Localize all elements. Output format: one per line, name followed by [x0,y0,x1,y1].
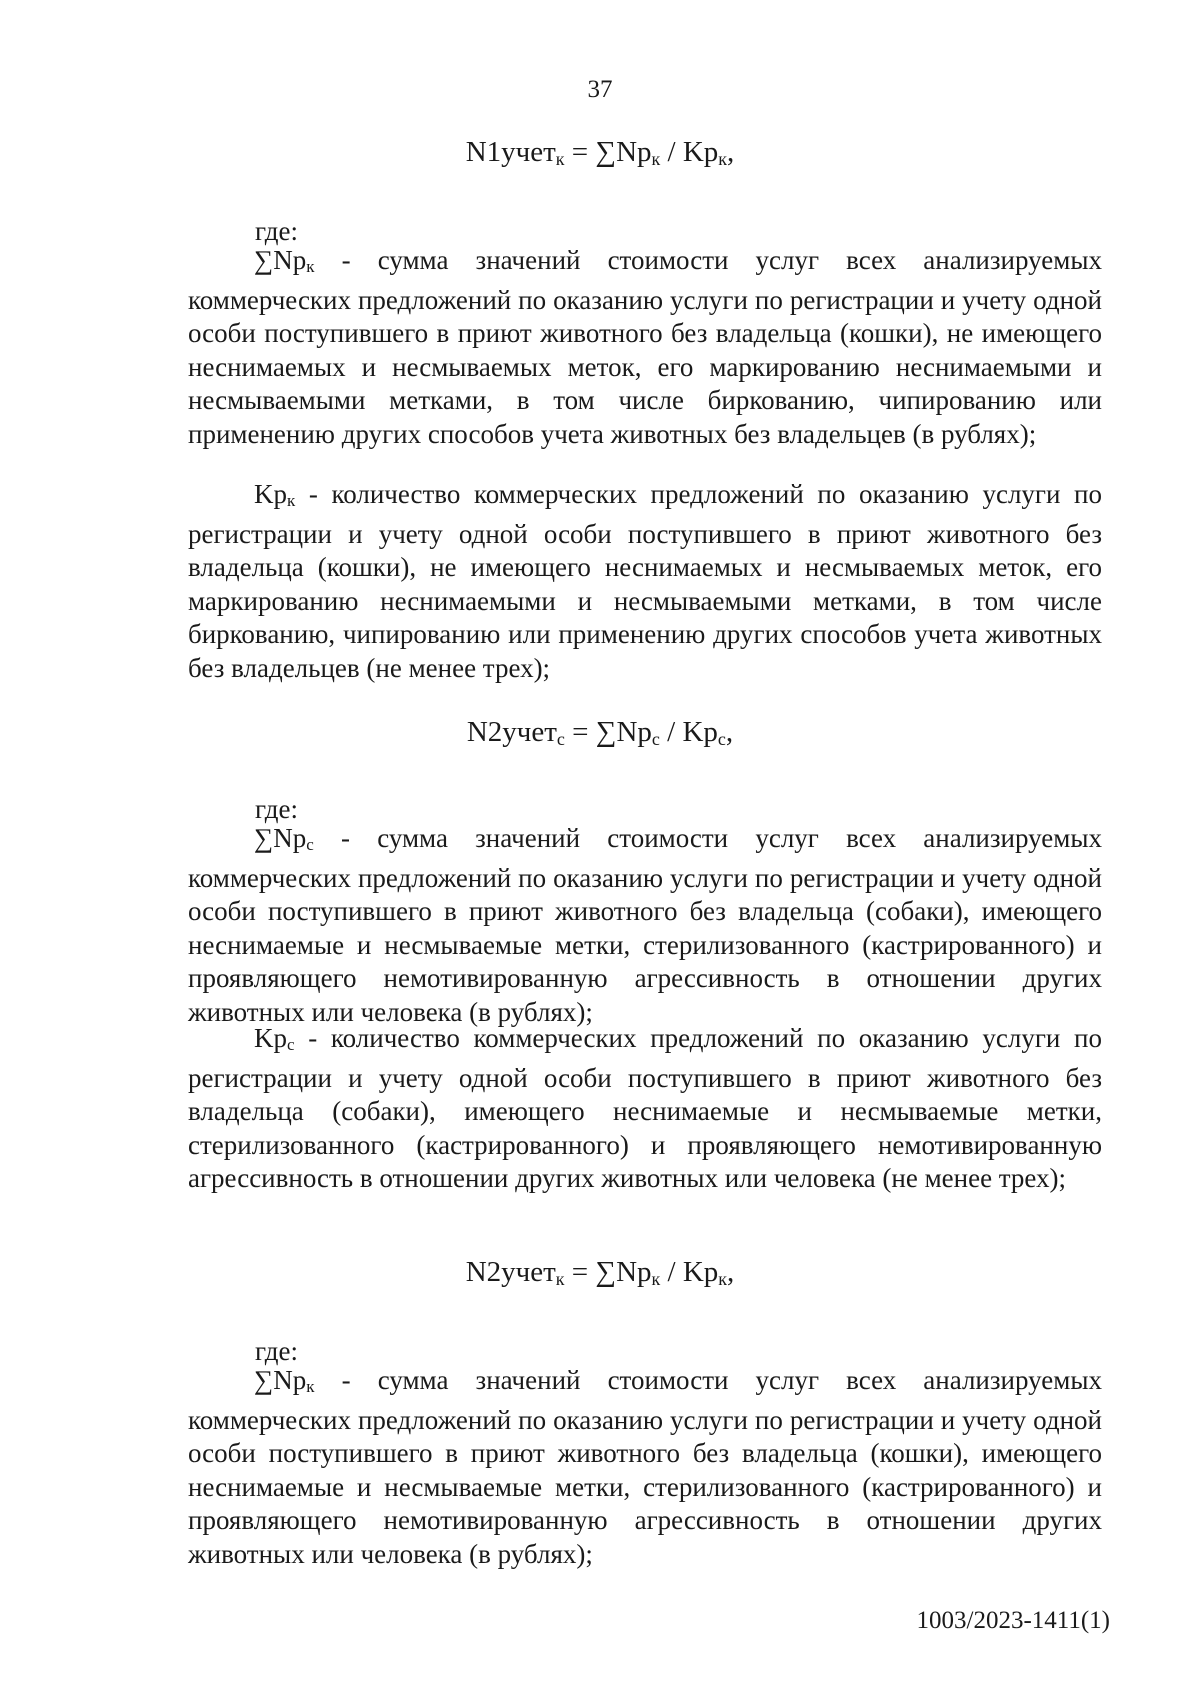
formula-n2-uchet-k: N2учет$_к$ = $\sum Np_к / Kp_к$, [465,1256,735,1289]
definition-kp-s: $Kp_с$ - количество коммерческих предложений по оказанию услуги по регистрации и учету одной особи поступившего в приют животного без владельца (собаки), имеющего неснимаемые и несмываемые метки, стерилизованного (кастрированного) и проявляющего немотивированную агрессивность в отношении других животных или человека (не менее трех); [188,1023,1102,1193]
definition-sum-np-k: $\sum Np_к$ - сумма значений стоимости услуг всех анализируемых коммерческих предложений по оказанию услуги по регистрации и учету одной особи поступившего в приют животного без владельца (кошки), не имеющего неснимаемых и несмываемых меток, его маркированию неснимаемыми и несмываемыми метками, в том числе биркованию, чипированию или применению других способов учета животных без владельцев (в рублях); [188,245,1102,449]
definition-sum-np-k-2: $\sum Np_к$ - сумма значений стоимости услуг всех анализируемых коммерческих предложений по оказанию услуги по регистрации и учету одной особи поступившего в приют животного без владельца (кошки), имеющего неснимаемые и несмываемые метки, стерилизованного (кастрированного) и проявляющего немотивированную агрессивность в отношении других животных или человека (в рублях); [188,1365,1102,1569]
page-number: 37 [587,76,613,103]
where-label: где: [255,216,298,246]
where-label: где: [255,794,298,824]
document-code: 1003/2023-1411(1) [916,1607,1110,1634]
where-label: где: [255,1336,298,1366]
formula-n1-uchet-k: N1учет$_к$ = $\sum Np_к / Kp_к$, [465,136,735,169]
definition-sum-np-s: $\sum Np_с$ - сумма значений стоимости услуг всех анализируемых коммерческих предложений по оказанию услуги по регистрации и учету одной особи поступившего в приют животного без владельца (собаки), имеющего неснимаемые и несмываемые метки, стерилизованного (кастрированного) и проявляющего немотивированную агрессивность в отношении других животных или человека (в рублях); [188,823,1102,1027]
definition-kp-k: $Kp_к$ - количество коммерческих предложений по оказанию услуги по регистрации и учету одной особи поступившего в приют животного без владельца (кошки), не имеющего неснимаемых и несмываемых меток, его маркированию неснимаемыми и несмываемыми метками, в том числе биркованию, чипированию или применению других способов учета животных без владельцев (не менее трех); [188,479,1102,683]
formula-n2-uchet-s: N2учет$_с$ = $\sum Np_с / Kp_с$, [466,716,734,749]
